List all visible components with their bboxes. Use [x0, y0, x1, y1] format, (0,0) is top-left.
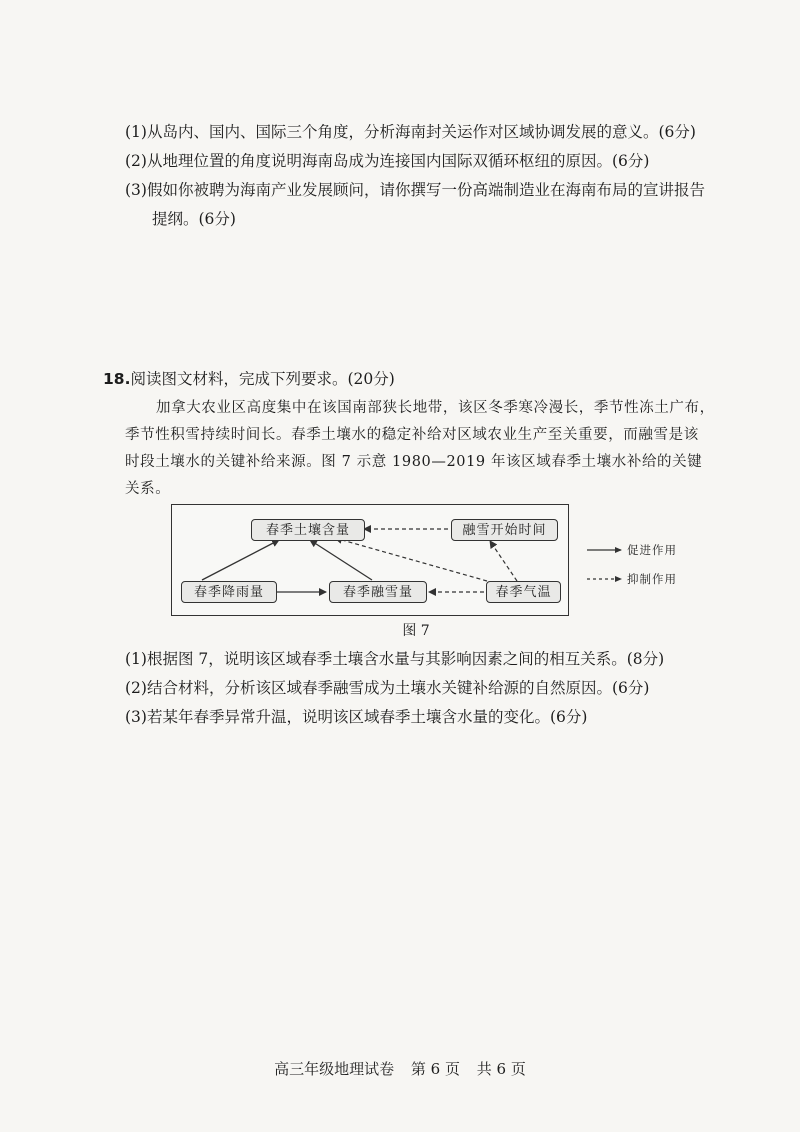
q17-item-2: (2)从地理位置的角度说明海南岛成为连接国内国际双循环枢纽的原因。(6分) — [125, 152, 650, 170]
material-line: 季节性积雪持续时间长。春季土壤水的稳定补给对区域农业生产至关重要，而融雪是该 — [125, 427, 699, 443]
question-number: 18. — [103, 370, 131, 388]
figure-caption — [0, 620, 800, 640]
figure-7-diagram — [171, 504, 569, 616]
question-instruction: 阅读图文材料，完成下列要求。(20分) — [130, 370, 395, 388]
q18-item-2: (2)结合材料，分析该区域春季融雪成为土壤水关键补给源的自然原因。(6分) — [125, 679, 650, 697]
q17-item-1: (1)从岛内、国内、国际三个角度，分析海南封关运作对区域协调发展的意义。(6分) — [125, 123, 696, 141]
question-18-subquestions — [125, 645, 765, 732]
arrow-temperature-to-soil — [335, 538, 487, 581]
page-number: 第 6 页 — [410, 1060, 460, 1078]
question-17-subquestions — [125, 118, 765, 234]
q17-item-3-continued: 提纲。(6分) — [152, 210, 236, 228]
q18-item-3: (3)若某年春季异常升温，说明该区域春季土壤含水量的变化。(6分) — [125, 708, 588, 726]
legend-promote-label: 促进作用 — [627, 543, 677, 557]
node-snowmelt-start-time: 融雪开始时间 — [451, 519, 558, 541]
solid-arrow-icon — [587, 546, 623, 554]
node-spring-temperature: 春季气温 — [486, 581, 561, 603]
material-paragraph — [125, 395, 765, 503]
node-spring-snowmelt: 春季融雪量 — [329, 581, 427, 603]
node-spring-soil-moisture: 春季土壤含量 — [251, 519, 365, 541]
material-line: 时段土壤水的关键补给来源。图 7 示意 1980—2019 年该区域春季土壤水补给的关键 — [125, 454, 703, 470]
arrow-temperature-to-snowmelt-start — [490, 541, 517, 581]
q18-item-1: (1)根据图 7，说明该区域春季土壤含水量与其影响因素之间的相互关系。(8分) — [125, 650, 665, 668]
q17-item-3: (3)假如你被聘为海南产业发展顾问，请你撰写一份高端制造业在海南布局的宣讲报告 — [125, 181, 705, 199]
page-footer — [0, 1058, 800, 1079]
material-line: 加拿大农业区高度集中在该国南部狭长地带，该区冬季寒冷漫长，季节性冻土广布， — [156, 400, 715, 416]
question-18-heading — [103, 367, 395, 389]
page-total: 共 6 页 — [476, 1060, 526, 1078]
arrow-rainfall-to-soil — [202, 540, 279, 580]
figure-caption-text: 图 7 — [402, 623, 430, 639]
exam-title: 高三年级地理试卷 — [274, 1060, 395, 1078]
material-line: 关系。 — [125, 481, 171, 497]
dashed-arrow-icon — [587, 575, 623, 583]
legend-inhibit-label: 抑制作用 — [627, 572, 677, 586]
node-spring-rainfall: 春季降雨量 — [181, 581, 277, 603]
